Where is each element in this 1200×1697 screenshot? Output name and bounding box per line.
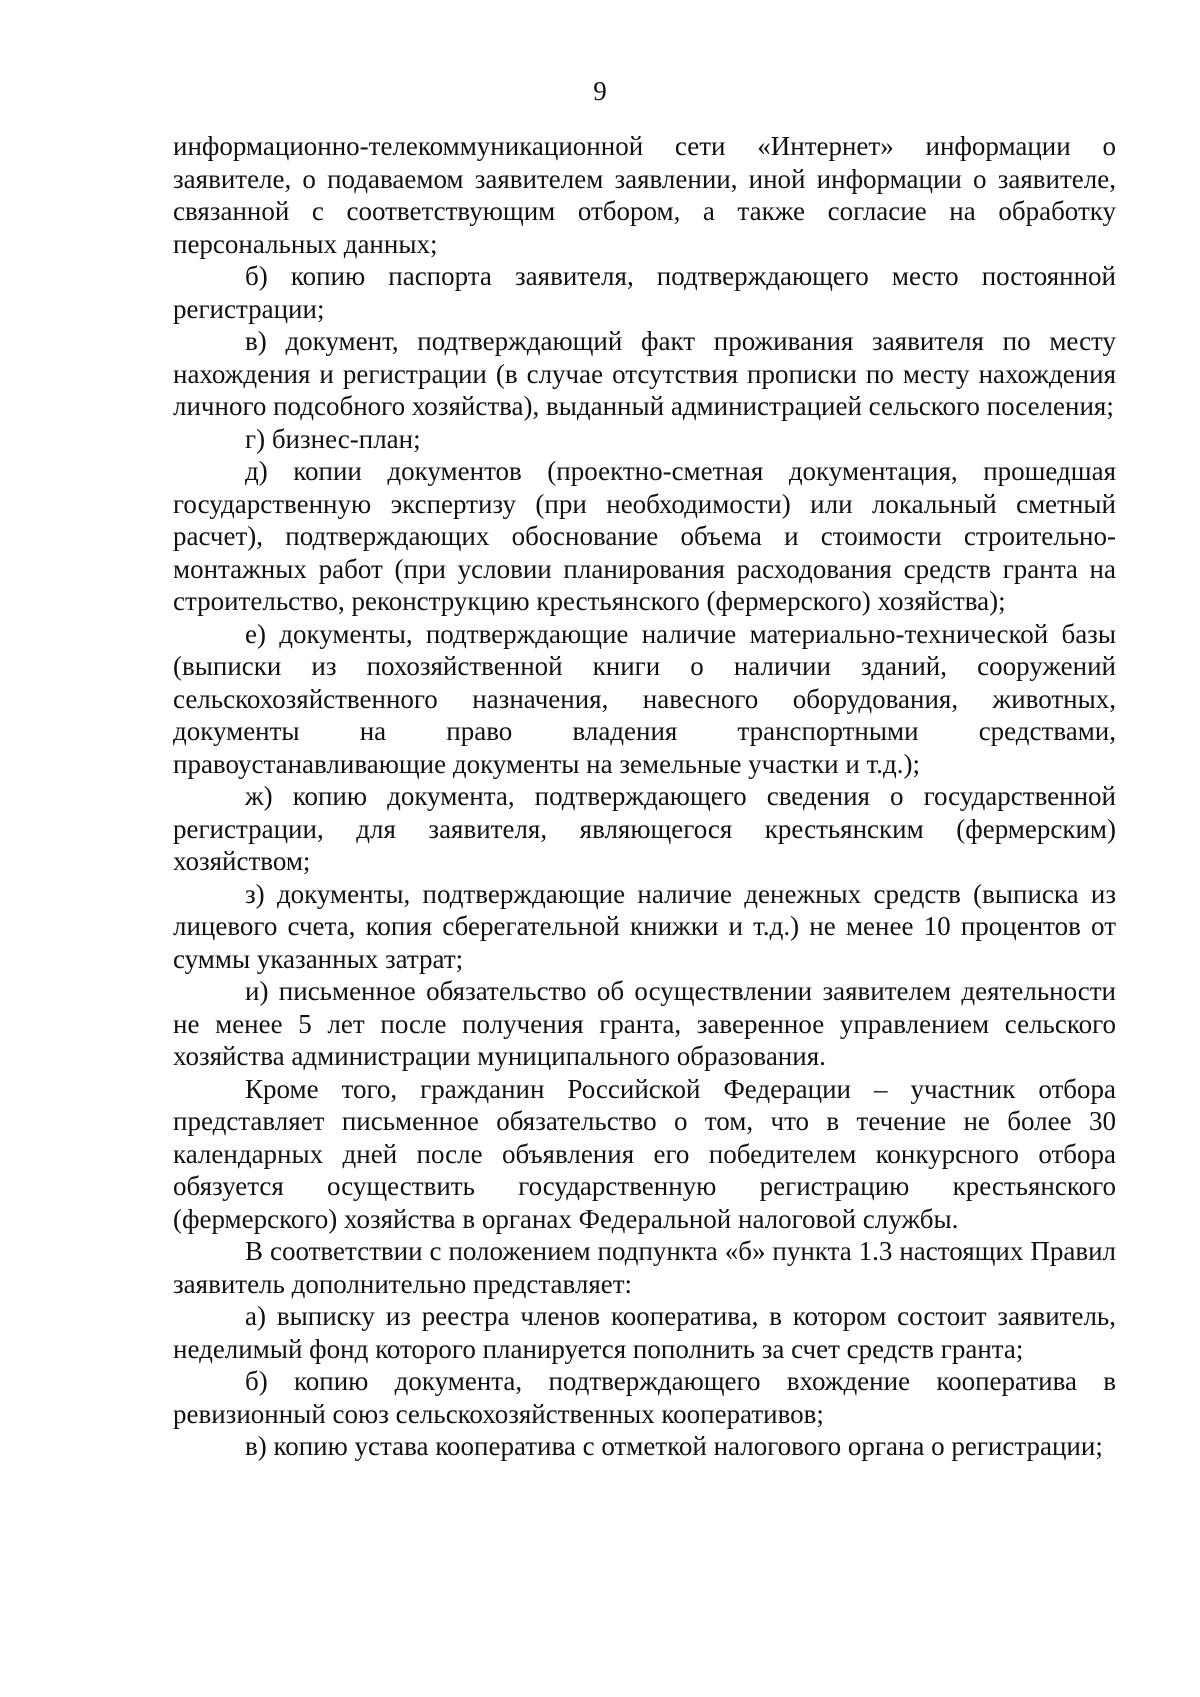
document-body [173, 130, 1116, 1463]
paragraph-item-zh-registration: ж) копию документа, подтверждающего сведения о государственной регистрации, для заявителя, являющегося крестьянским (фермерским) хозяйством; [173, 781, 1116, 876]
paragraph-citizen-obligation: Кроме того, гражданин Российской Федерации – участник отбора представляет письменное обязательство о том, что в течение не более 30 календарных дней после объявления его победителем конкурсного отбора обязуется осуществить государственную регистрацию крестьянского (фермерского) хозяйства в органах Федеральной налоговой службы. [173, 1073, 1116, 1234]
paragraph-consent-continued: информационно-телекоммуникационной сети «Интернет» информации о заявителе, о подаваемом заявителем заявлении, иной информации о заявителе, связанной с соответствующим отбором, а также согласие на обработку персональных данных; [173, 131, 1116, 259]
paragraph-item-g-business-plan: г) бизнес-план; [245, 423, 421, 454]
paragraph-item-a-registry-extract: а) выписку из реестра членов кооператива, в котором состоит заявитель, неделимый фонд которого планируется пополнить за счет средств гранта; [173, 1301, 1116, 1364]
paragraph-item-v-charter: в) копию устава кооператива с отметкой налогового органа о регистрации; [245, 1431, 1103, 1461]
paragraph-item-b-passport: б) копию паспорта заявителя, подтверждающего место постоянной регистрации; [173, 261, 1116, 324]
paragraph-item-z-funds: з) документы, подтверждающие наличие денежных средств (выписка из лицевого счета, копия сберегательной книжки и т.д.) не менее 10 процентов от суммы указанных затрат; [173, 878, 1116, 974]
page-number: 9 [593, 76, 607, 106]
paragraph-item-i-obligation: и) письменное обязательство об осуществлении заявителем деятельности не менее 5 лет после получения гранта, заверенное управлением сельского хозяйства администрации муниципального образования. [173, 976, 1116, 1071]
paragraph-item-v-residence: в) документ, подтверждающий факт проживания заявителя по месту нахождения и регистрации (в случае отсутствия прописки по месту нахождения личного подсобного хозяйства), выданный администрацией сельского поселения; [173, 326, 1116, 421]
paragraph-item-e-material-base: е) документы, подтверждающие наличие материально-технической базы (выписки из похозяйственной книги о наличии зданий, сооружений сельскохозяйственного назначения, навесного оборудования, животных, документы на право владения транспортными средствами, правоустанавливающие документы на земельные участки и т.д.); [173, 618, 1116, 779]
paragraph-item-b-audit-union: б) копию документа, подтверждающего вхождение кооператива в ревизионный союз сельскохозяйственных кооперативов; [173, 1366, 1116, 1429]
paragraph-additional-intro: В соответствии с положением подпункта «б» пункта 1.3 настоящих Правил заявитель дополнительно представляет: [173, 1236, 1116, 1299]
paragraph-item-d-estimates: д) копии документов (проектно-сметная документация, прошедшая государственную экспертизу (при необходимости) или локальный сметный расчет), подтверждающих обоснование объема и стоимости строительно-монтажных работ (при условии планирования расходования средств гранта на строительство, реконструкцию крестьянского (фермерского) хозяйства); [173, 456, 1116, 616]
